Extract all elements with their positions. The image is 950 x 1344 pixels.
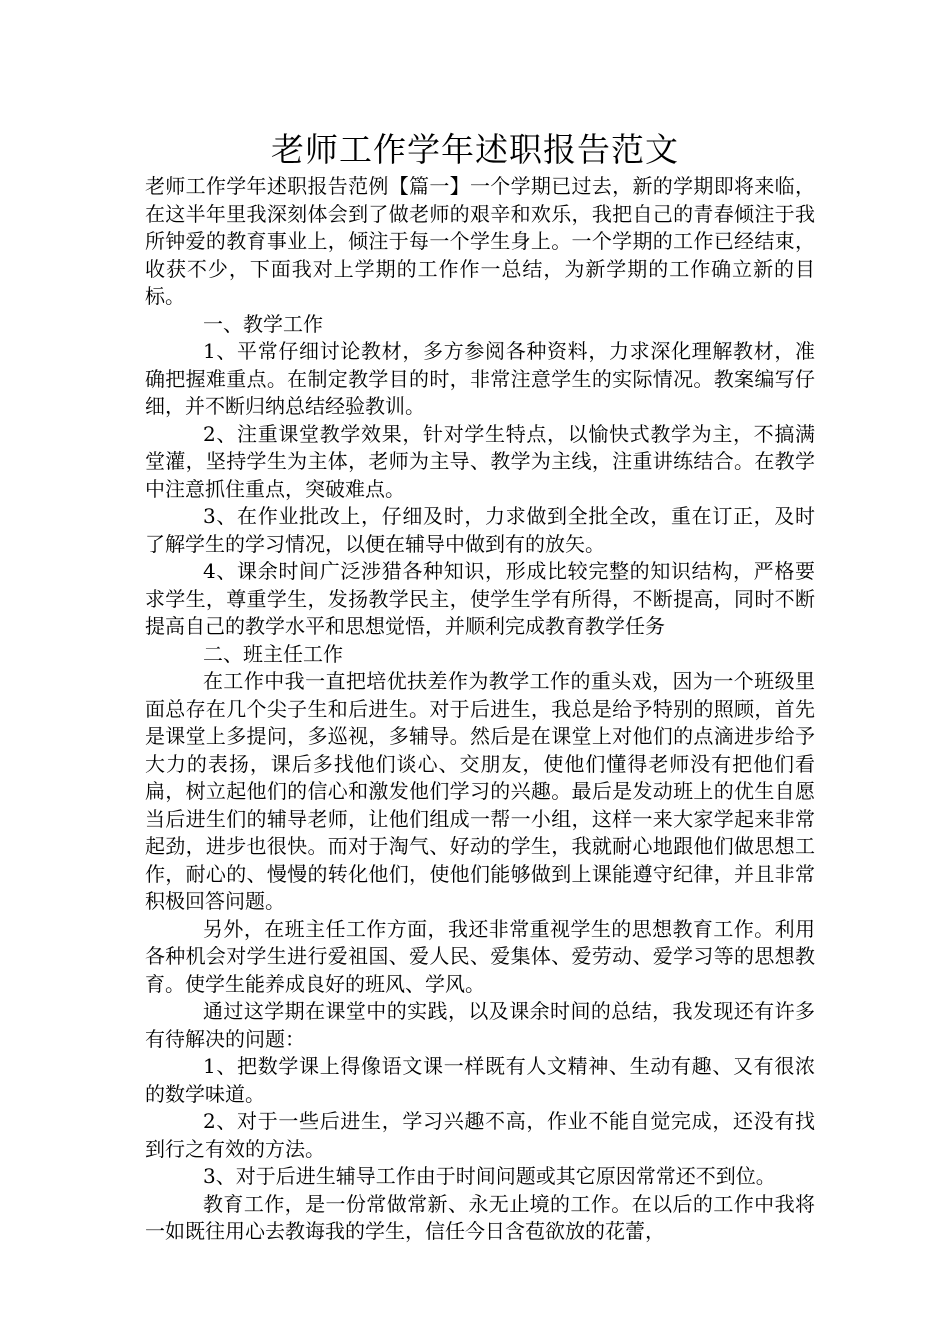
paragraph-problems-intro: 通过这学期在课堂中的实践，以及课余时间的总结，我发现还有许多有待解决的问题： — [145, 999, 815, 1051]
paragraph-class-teacher-1: 在工作中我一直把培优扶差作为教学工作的重头戏，因为一个班级里面总存在几个尖子生和后进生。对于后进生，我总是给予特别的照顾，首先是课堂上多提问，多巡视，多辅导。然后是在课堂上对他们的点滴进步给予大力的表扬，课后多找他们谈心、交朋友，使他们懂得老师没有把他们看扁，树立起他们的信心和激发他们学习的兴趣。最后是发动班上的优生自愿当后进生们的辅导老师，让他们组成一帮一小组，这样一来大家学起来非常起劲，进步也很快。而对于淘气、好动的学生，我就耐心地跟他们做思想工作，耐心的、慢慢的转化他们，使他们能够做到上课能遵守纪律，并且非常积极回答问题。 — [145, 669, 815, 913]
paragraph-class-teacher-2: 另外，在班主任工作方面，我还非常重视学生的思想教育工作。利用各种机会对学生进行爱祖国、爱人民、爱集体、爱劳动、爱学习等的思想教育。使学生能养成良好的班风、学风。 — [145, 916, 815, 996]
paragraph-problem-3: 3、对于后进生辅导工作由于时间问题或其它原因常常还不到位。 — [203, 1164, 776, 1188]
paragraph-intro: 老师工作学年述职报告范例【篇一】一个学期已过去，新的学期即将来临，在这半年里我深刻体会到了做老师的艰辛和欢乐，我把自己的青春倾注于我所钟爱的教育事业上，倾注于每一个学生身上。一个学期的工作已经结束，收获不少，下面我对上学期的工作作一总结，为新学期的工作确立新的目标。 — [145, 174, 815, 308]
paragraph-teaching-3: 3、在作业批改上，仔细及时，力求做到全批全改，重在订正，及时了解学生的学习情况，以便在辅导中做到有的放矢。 — [145, 504, 815, 556]
paragraph-teaching-4: 4、课余时间广泛涉猎各种知识，形成比较完整的知识结构，严格要求学生，尊重学生，发扬教学民主，使学生学有所得，不断提高，同时不断提高自己的教学水平和思想觉悟，并顺利完成教育教学任务 — [145, 559, 815, 638]
paragraph-conclusion: 教育工作，是一份常做常新、永无止境的工作。在以后的工作中我将一如既往用心去教诲我的学生，信任今日含苞欲放的花蕾， — [145, 1191, 815, 1243]
paragraph-problem-2: 2、对于一些后进生，学习兴趣不高，作业不能自觉完成，还没有找到行之有效的方法。 — [145, 1109, 815, 1161]
paragraph-teaching-2: 2、注重课堂教学效果，针对学生特点，以愉快式教学为主，不搞满堂灌，坚持学生为主体，老师为主导、教学为主线，注重讲练结合。在教学中注意抓住重点，突破难点。 — [145, 421, 815, 501]
paragraph-problem-1: 1、把数学课上得像语文课一样既有人文精神、生动有趣、又有很浓的数学味道。 — [145, 1054, 815, 1106]
paragraph-teaching-1: 1、平常仔细讨论教材，多方参阅各种资料，力求深化理解教材，准确把握难重点。在制定教学目的时，非常注意学生的实际情况。教案编写仔细，并不断归纳总结经验教训。 — [145, 339, 815, 418]
document-body — [145, 173, 815, 1246]
section-heading-teaching: 一、教学工作 — [203, 311, 323, 336]
section-heading-class-teacher: 二、班主任工作 — [203, 641, 343, 666]
document-title: 老师工作学年述职报告范文 — [271, 130, 679, 169]
